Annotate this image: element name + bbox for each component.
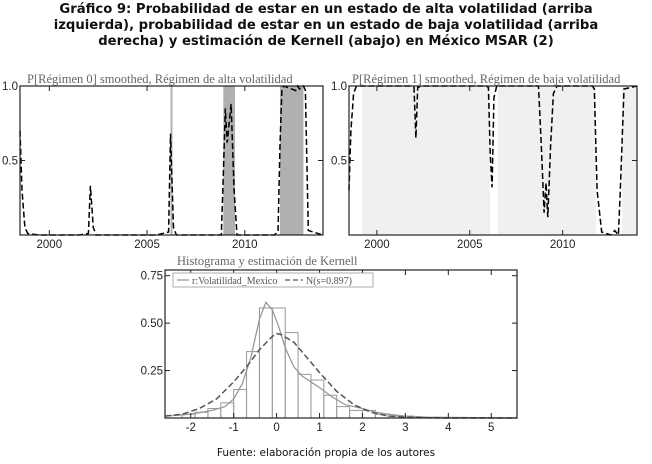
x-tick-label: 2005	[134, 239, 160, 251]
legend-label: N(s=0.897)	[306, 276, 352, 287]
x-tick-label: 0	[273, 422, 280, 434]
series-line-n-s-0-897-	[165, 334, 517, 418]
legend-label: r:Volatilidad_Mexico	[192, 276, 278, 287]
x-tick-label: 5	[488, 422, 495, 434]
x-tick-label: 2	[359, 422, 366, 434]
y-tick-label: 0.50	[140, 318, 163, 331]
regime-shade	[362, 86, 490, 235]
histogram-bar	[272, 308, 285, 418]
plot-title: P[Régimen 0] smoothed, Régimen de alta volatilidad	[27, 72, 293, 86]
x-tick-label: 2000	[36, 239, 63, 251]
y-tick-label: 0.5	[331, 155, 347, 168]
chart-panel-3	[141, 254, 517, 434]
x-tick-label: 2005	[456, 239, 483, 251]
title-line-2: izquierda), probabilidad de estar en un estado de baja volatilidad (arriba	[53, 18, 599, 33]
y-tick-label: 0.75	[140, 270, 163, 283]
histogram-bar	[337, 407, 350, 418]
x-tick-label: 3	[402, 422, 409, 434]
x-tick-label: 2000	[364, 239, 390, 251]
histogram-bar	[247, 352, 260, 418]
series-line-r-volatilidad-mexico	[165, 302, 517, 418]
chart-panel-2	[331, 72, 637, 251]
chart-panel-1	[2, 72, 323, 251]
x-tick-label: 4	[445, 422, 452, 434]
x-tick-label: -2	[185, 422, 196, 434]
y-tick-label: 0.25	[140, 365, 163, 378]
plot-title: Histograma y estimación de Kernell	[177, 254, 358, 268]
histogram-bar	[350, 410, 363, 418]
plot-title: P[Régimen 1] smoothed, Régimen de baja volatilidad	[352, 72, 621, 86]
title-line-1: Gráfico 9: Probabilidad de estar en un estado de alta volatilidad (arriba	[59, 2, 593, 17]
x-tick-label: 2010	[549, 239, 576, 251]
x-tick-label: 2010	[232, 239, 258, 251]
x-tick-label: 1	[316, 422, 323, 434]
y-tick-label: 1.0	[2, 81, 18, 93]
regime-shade	[223, 86, 235, 235]
histogram-bar	[234, 390, 247, 418]
regime-shade	[280, 86, 303, 235]
y-tick-label: 1.0	[331, 81, 347, 93]
histogram-bar	[259, 308, 272, 418]
source-note: Fuente: elaboración propia de los autores	[216, 447, 436, 459]
y-tick-label: 0.5	[2, 155, 18, 168]
plot-frame	[165, 270, 517, 418]
title-line-3: derecha) y estimación de Kernell (abajo) en México MSAR (2)	[98, 34, 554, 49]
x-tick-label: -1	[228, 422, 239, 434]
